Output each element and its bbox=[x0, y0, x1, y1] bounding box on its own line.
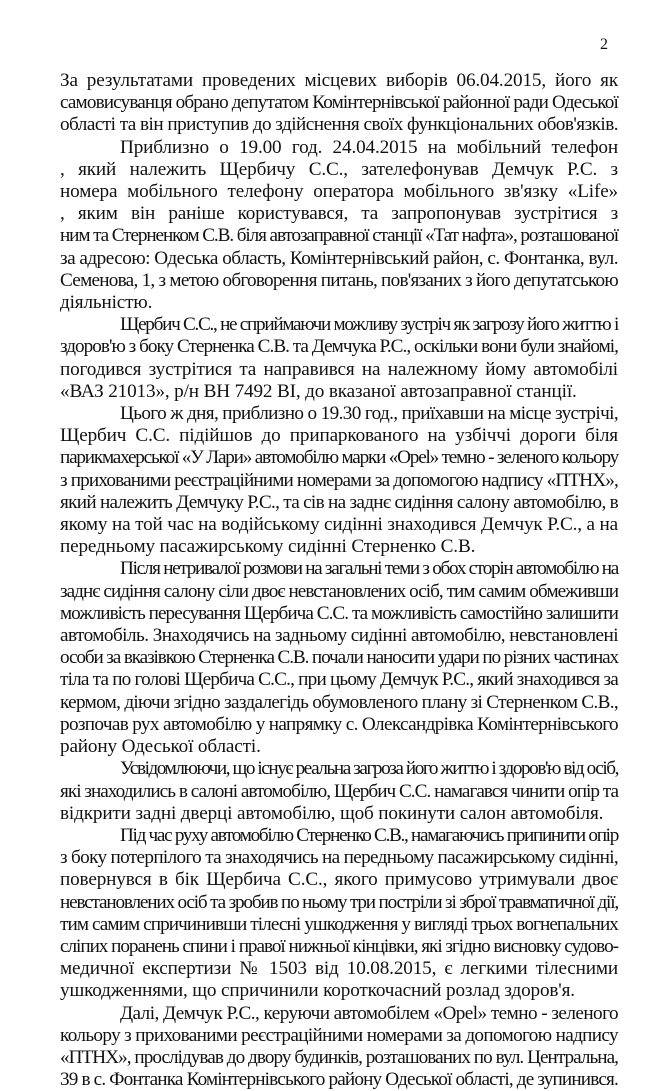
text-line: можливість пересування Щербича С.С. та можливість самостійно залишити bbox=[60, 602, 618, 624]
text-line: невстановлених осіб та зробив по ньому три постріли зі зброї травматичної дії, bbox=[60, 891, 618, 913]
text-line: «ПТНХ», прослідував до двору будинків, розташованих по вул. Центральна, bbox=[60, 1046, 618, 1068]
paragraph bbox=[60, 314, 618, 403]
text-line: ним та Стерненком С.В. біля автозаправної станції «Тат нафта», розташованої bbox=[60, 225, 618, 247]
paragraph bbox=[60, 1003, 618, 1091]
text-line: самовисуванця обрано депутатом Комінтернівської районної ради Одеської bbox=[60, 92, 618, 114]
paragraph bbox=[60, 70, 618, 137]
text-line: Після нетривалої розмови на загальні теми з обох сторін автомобілю на bbox=[120, 558, 618, 580]
text-line: Приблизно о 19.00 год. 24.04.2015 на мобільний телефон bbox=[120, 136, 618, 158]
text-line: заднє сидіння салону сіли двоє невстановлених осіб, тим самим обмеживши bbox=[60, 580, 618, 602]
paragraph bbox=[60, 825, 618, 1003]
text-line: тіла та по голові Щербича С.С., при цьому Демчук Р.С., який знаходився за bbox=[60, 669, 618, 691]
text-line: парикмахерської «У Лари» автомобілю марки «Opel» темно - зеленого кольору bbox=[60, 447, 618, 469]
text-line: повернувся в бік Щербича С.С., якого примусово утримували двоє bbox=[60, 869, 618, 891]
paragraph bbox=[60, 558, 618, 758]
text-line: , яким він раніше користувався, та запропонував зустрітися з bbox=[60, 203, 618, 225]
text-line: сліпих поранень спини і правої нижньої кінцівки, які згідно висновку судово- bbox=[60, 935, 618, 957]
text-line: 39 в с. Фонтанка Комінтернівського району Одеської області, де зупинився. bbox=[60, 1069, 618, 1091]
text-line: номера мобільного телефону оператора мобільного зв'язку «Life» bbox=[60, 181, 618, 203]
text-line: кольору з прихованими реєстраційними номерами за допомогою надпису bbox=[60, 1024, 618, 1046]
text-line: якому на той час на водійському сидінні знаходився Демчук Р.С., а на bbox=[60, 514, 618, 536]
text-line: здоров'ю з боку Стерненка С.В. та Демчука Р.С., оскільки вони були знайомі, bbox=[60, 336, 618, 358]
text-line: з боку потерпілого та знаходячись на передньому пасажирському сидінні, bbox=[60, 847, 618, 869]
text-line: кермом, діючи згідно заздалегідь обумовленого плану зі Стерненком С.В., bbox=[60, 691, 618, 713]
text-line: області та він приступив до здійснення своїх функціональних обов'язків. bbox=[60, 114, 618, 136]
text-line: передньому пасажирському сидінні Стерненко С.В. bbox=[60, 536, 476, 558]
text-line: Далі, Демчук Р.С., керуючи автомобілем «Opel» темно - зеленого bbox=[120, 1002, 618, 1024]
text-line: Щербич С.С., не сприймаючи можливу зустріч як загрозу його життю і bbox=[120, 314, 618, 336]
text-line: тим самим спричинивши тілесні ушкодження у вигляді трьох вогнепальних bbox=[60, 913, 618, 935]
text-line: розпочав рух автомобілю у напрямку с. Олександрівка Комінтернівського bbox=[60, 713, 618, 735]
paragraph bbox=[60, 403, 618, 558]
text-line: «ВАЗ 21013», р/н ВН 7492 ВІ, до вказаної автозаправної станції. bbox=[60, 380, 577, 402]
text-line: особи за вказівкою Стерненка С.В. почали наносити удари по різних частинах bbox=[60, 647, 618, 669]
text-line: який належить Демчуку Р.С., та сів на заднє сидіння салону автомобілю, в bbox=[60, 491, 618, 513]
text-line: з прихованими реєстраційними номерами за допомогою надпису «ПТНХ», bbox=[60, 469, 618, 491]
text-line: ушкодженнями, що спричинили короткочасний розлад здоров'я. bbox=[60, 980, 575, 1002]
text-line: За результатами проведених місцевих виборів 06.04.2015, його як bbox=[60, 70, 618, 91]
text-line: Щербич С.С. підійшов до припаркованого на узбіччі дороги біля bbox=[60, 425, 618, 447]
text-line: Усвідомлюючи, що існує реальна загроза його життю і здоров'ю від осіб, bbox=[120, 758, 618, 780]
text-line: Семенова, 1, з метою обговорення питань, пов'язаних з його депутатською bbox=[60, 269, 618, 291]
text-line: Цього ж дня, приблизно о 19.30 год., приїхавши на місце зустрічі, bbox=[120, 403, 618, 425]
text-line: які знаходились в салоні автомобілю, Щербич С.С. намагався чинити опір та bbox=[60, 780, 618, 802]
text-line: медичної експертизи № 1503 від 10.08.2015, є легкими тілесними bbox=[60, 958, 618, 980]
text-line: Під час руху автомобілю Стерненко С.В., намагаючись припинити опір bbox=[120, 824, 618, 846]
text-line: району Одеської області. bbox=[60, 736, 261, 758]
body-text bbox=[60, 70, 618, 1091]
text-line: погодився зустрітися та направився на належному йому автомобілі bbox=[60, 358, 618, 380]
text-line: відкрити задні дверці автомобілю, щоб покинути салон автомобіля. bbox=[60, 802, 604, 824]
paragraph bbox=[60, 137, 618, 315]
page-number: 2 bbox=[600, 36, 608, 53]
text-line: автомобіль. Знаходячись на задньому сидінні автомобілю, невстановлені bbox=[60, 625, 618, 647]
text-line: за адресою: Одеська область, Комінтернівський район, с. Фонтанка, вул. bbox=[60, 247, 618, 269]
text-line: , який належить Щербичу С.С., зателефонував Демчук Р.С. з bbox=[60, 158, 618, 180]
text-line: діяльністю. bbox=[60, 292, 153, 314]
paragraph bbox=[60, 758, 618, 825]
